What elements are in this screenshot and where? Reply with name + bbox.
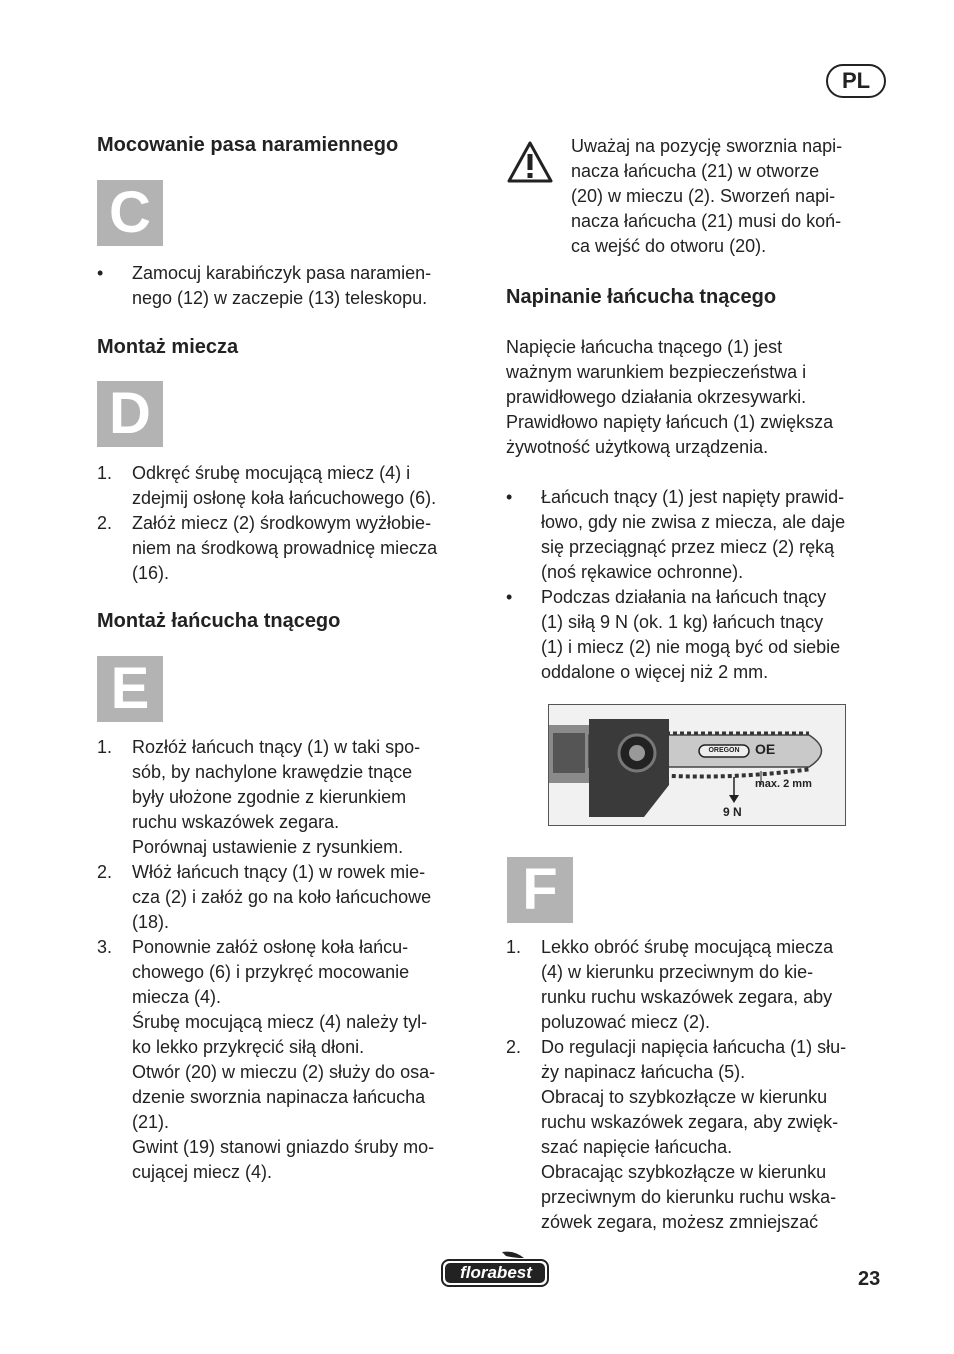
warning-line: ca wejść do otworu (20).	[571, 236, 767, 256]
list-item	[506, 485, 891, 585]
list-item	[97, 935, 482, 1185]
list-item-line: (4) w kierunku przeciwnym do kie-	[541, 962, 814, 982]
list-item-line: łowo, gdy nie zwisa z miecza, ale daje	[541, 512, 846, 532]
warning-icon	[506, 140, 554, 184]
list-item-line: Rozłóż łańcuch tnący (1) w taki spo-	[132, 737, 421, 757]
list-number: 2.	[97, 862, 113, 882]
list-item-line: cującej miecz (4).	[132, 1162, 273, 1182]
list-item-line: (1) i miecz (2) nie mogą być od siebie	[541, 637, 841, 657]
list-number: 1.	[97, 737, 113, 757]
figure-box-d: D	[97, 381, 163, 447]
list-item	[506, 1035, 891, 1235]
list-item-line: (16).	[132, 563, 170, 583]
brand-logo-text: florabest	[460, 1263, 532, 1282]
intro-line: Napięcie łańcucha tnącego (1) jest	[506, 337, 783, 357]
figure-box-c: C	[97, 180, 163, 246]
language-badge: PL	[826, 64, 886, 98]
figure-box-e: E	[97, 656, 163, 722]
list-item-line: Łańcuch tnący (1) jest napięty prawid-	[541, 487, 845, 507]
list-number: 3.	[97, 937, 113, 957]
list-item-line: Ponownie załóż osłonę koła łańcu-	[132, 937, 409, 957]
intro-line: żywotność użytkową urządzenia.	[506, 437, 769, 457]
warning-line: nacza łańcucha (21) musi do koń-	[571, 211, 842, 231]
list-item-line: miecza (4).	[132, 987, 222, 1007]
figure-force-label: 9 N	[723, 805, 742, 819]
list-item-line: dzenie sworznia napinacza łańcucha	[132, 1087, 426, 1107]
figure-gap-label: max. 2 mm	[755, 778, 812, 790]
list-item-line: szać napięcie łańcucha.	[541, 1137, 733, 1157]
list-item-line: przeciwnym do kierunku ruchu wska-	[541, 1187, 837, 1207]
figure-brand-mark: OE	[755, 741, 776, 757]
strap-list	[97, 261, 482, 311]
section-heading-chain-mount: Montaż łańcucha tnącego	[97, 610, 341, 632]
intro-line: prawidłowego działania okrzesywarki.	[506, 387, 807, 407]
list-item-line: (18).	[132, 912, 170, 932]
list-item-line: Włóż łańcuch tnący (1) w rowek mie-	[132, 862, 426, 882]
list-item-line: Obracaj to szybkozłącze w kierunku	[541, 1087, 828, 1107]
list-item	[97, 735, 482, 860]
list-item-line: sób, by nachylone krawędzie tnące	[132, 762, 413, 782]
warning-text	[571, 134, 891, 259]
list-item-line: Załóż miecz (2) środkowym wyżłobie-	[132, 513, 432, 533]
list-item-line: zdejmij osłonę koła łańcuchowego (6).	[132, 488, 437, 508]
list-item	[97, 511, 482, 586]
list-item-line: runku ruchu wskazówek zegara, aby	[541, 987, 833, 1007]
list-item-line: Otwór (20) w mieczu (2) służy do osa-	[132, 1062, 436, 1082]
list-item-line: oddalone o więcej niż 2 mm.	[541, 662, 769, 682]
list-item	[506, 935, 891, 1035]
tension-bullet-list	[506, 485, 891, 685]
warning-line: nacza łańcucha (21) w otworze	[571, 161, 820, 181]
list-item-line: Gwint (19) stanowi gniazdo śruby mo-	[132, 1137, 435, 1157]
list-number: 2.	[97, 513, 113, 533]
bullet: •	[506, 587, 513, 607]
bar-mount-list	[97, 461, 482, 586]
tension-steps-list	[506, 935, 891, 1235]
list-item-line: Podczas działania na łańcuch tnący	[541, 587, 827, 607]
list-item-line: ruchu wskazówek zegara.	[132, 812, 340, 832]
list-item-line: Zamocuj karabińczyk pasa naramien-	[132, 263, 432, 283]
section-heading-chain-tension: Napinanie łańcucha tnącego	[506, 286, 777, 308]
list-item-line: Odkręć śrubę mocującą miecz (4) i	[132, 463, 411, 483]
chain-tension-figure	[548, 704, 846, 826]
list-item-line: poluzować miecz (2).	[541, 1012, 711, 1032]
figure-box-f: F	[507, 857, 573, 923]
list-item-line: nego (12) w zaczepie (13) teleskopu.	[132, 288, 428, 308]
list-item-line: chowego (6) i przykręć mocowanie	[132, 962, 410, 982]
list-item-line: niem na środkową prowadnicę miecza	[132, 538, 438, 558]
list-item	[97, 860, 482, 935]
warning-line: (20) w mieczu (2). Sworzeń napi-	[571, 186, 836, 206]
list-item	[97, 461, 482, 511]
brand-logo	[440, 1250, 552, 1295]
list-item-line: Do regulacji napięcia łańcucha (1) słu-	[541, 1037, 847, 1057]
warning-line: Uważaj na pozycję sworznia napi-	[571, 136, 843, 156]
intro-line: ważnym warunkiem bezpieczeństwa i	[506, 362, 807, 382]
list-number: 2.	[506, 1037, 522, 1057]
bullet: •	[97, 263, 104, 283]
list-item-line: (noś rękawice ochronne).	[541, 562, 744, 582]
list-item	[506, 585, 891, 685]
list-item-line: cza (2) i załóż go na koło łańcuchowe	[132, 887, 432, 907]
intro-line: Prawidłowo napięty łańcuch (1) zwiększa	[506, 412, 834, 432]
section-heading-bar-mount: Montaż miecza	[97, 336, 239, 358]
list-item-line: ko lekko przykręcić siłą dłoni.	[132, 1037, 365, 1057]
list-number: 1.	[97, 463, 113, 483]
list-item-line: były ułożone zgodnie z kierunkiem	[132, 787, 407, 807]
list-item	[97, 261, 482, 311]
section-heading-shoulder-strap: Mocowanie pasa naramiennego	[97, 134, 399, 156]
list-number: 1.	[506, 937, 522, 957]
page-number: 23	[858, 1268, 881, 1290]
list-item-line: ruchu wskazówek zegara, aby zwięk-	[541, 1112, 839, 1132]
list-item-line: ży napinacz łańcucha (5).	[541, 1062, 746, 1082]
list-item-line: się przeciągnąć przez miecz (2) ręką	[541, 537, 835, 557]
list-item-line: Śrubę mocującą miecz (4) należy tyl-	[132, 1012, 428, 1032]
figure-brand-label: OREGON	[708, 747, 740, 754]
list-item-line: (21).	[132, 1112, 170, 1132]
chain-mount-list	[97, 735, 482, 1185]
bullet: •	[506, 487, 513, 507]
list-item-line: Lekko obróć śrubę mocującą miecza	[541, 937, 834, 957]
list-item-line: (1) siłą 9 N (ok. 1 kg) łańcuch tnący	[541, 612, 824, 632]
list-item-line: zówek zegara, możesz zmniejszać	[541, 1212, 819, 1232]
list-item-line: Porównaj ustawienie z rysunkiem.	[132, 837, 404, 857]
list-item-line: Obracając szybkozłącze w kierunku	[541, 1162, 827, 1182]
tension-intro	[506, 335, 891, 460]
